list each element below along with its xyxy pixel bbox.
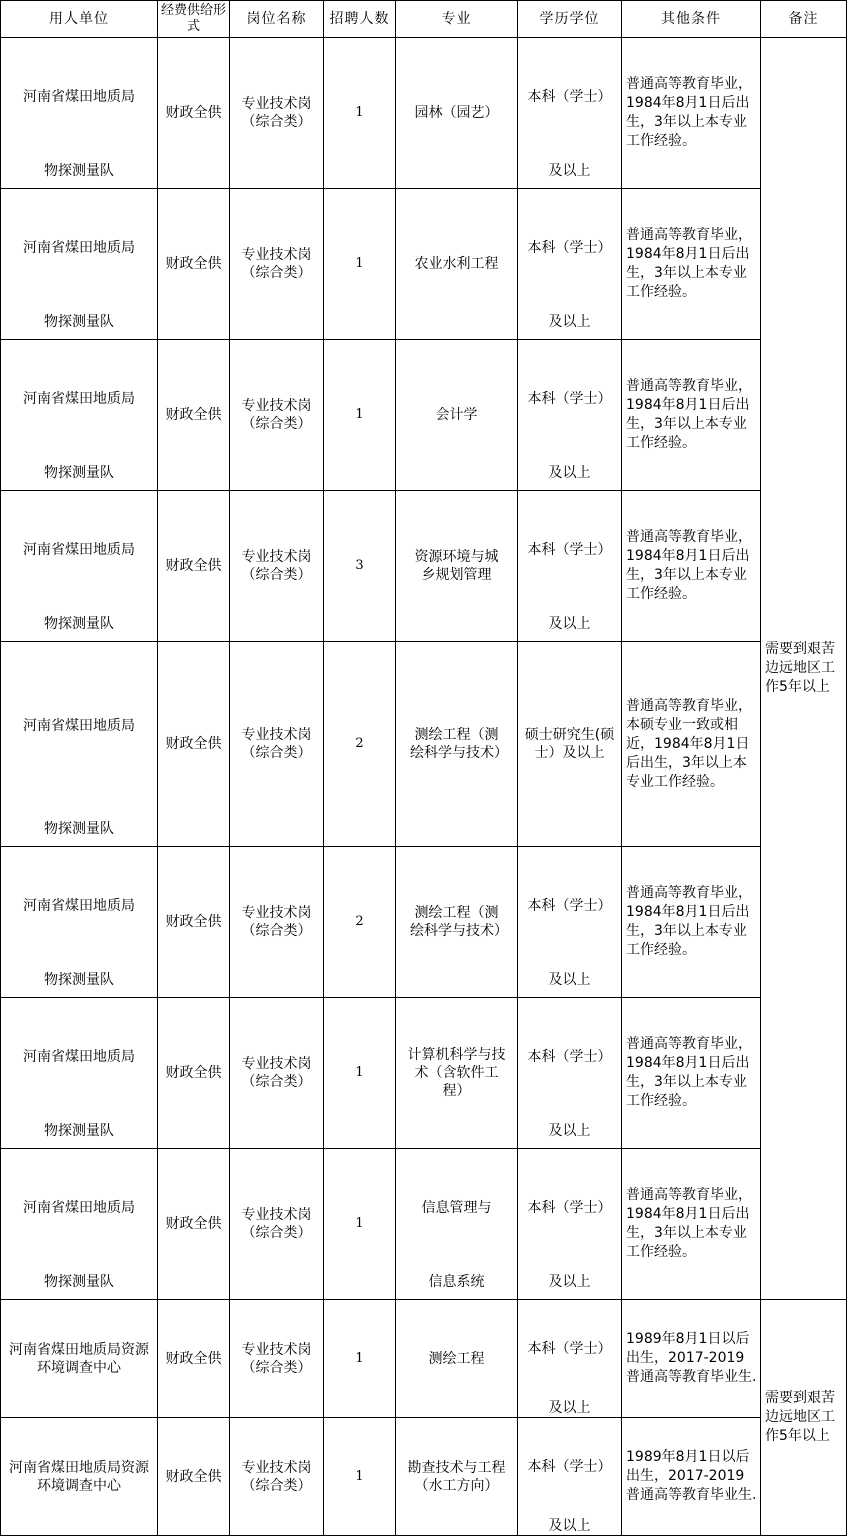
degree-sub: 及以上 xyxy=(548,314,591,330)
position-cell: 专业技术岗（综合类） xyxy=(230,38,324,189)
degree-main: 本科（学士） xyxy=(527,1049,612,1065)
unit-sub: 物探测量队 xyxy=(44,314,114,330)
unit-sub: 物探测量队 xyxy=(44,821,114,837)
major-cell: 会计学 xyxy=(396,340,518,491)
major-cell: 测绘工程 xyxy=(396,1300,518,1418)
unit-sub: 物探测量队 xyxy=(44,616,114,632)
table-row xyxy=(1,998,847,1149)
unit-cell xyxy=(1,491,158,642)
unit-name: 河南省煤田地质局 xyxy=(23,391,135,407)
unit-sub: 物探测量队 xyxy=(44,1274,114,1290)
major-sub: 信息系统 xyxy=(428,1274,485,1290)
table-row xyxy=(1,189,847,340)
header-other: 其他条件 xyxy=(622,1,761,38)
degree-main: 本科（学士） xyxy=(527,1341,612,1357)
other-cell: 普通高等教育毕业，1984年8月1日后出生，3年以上本专业工作经验。 xyxy=(622,491,761,642)
header-row xyxy=(1,1,847,38)
major-cell xyxy=(396,1149,518,1300)
table-row xyxy=(1,38,847,189)
unit-name: 河南省煤田地质局 xyxy=(23,1049,135,1065)
degree-cell xyxy=(518,1418,622,1536)
degree-main: 本科（学士） xyxy=(527,89,612,105)
unit-sub: 物探测量队 xyxy=(44,163,114,179)
degree-cell xyxy=(518,1149,622,1300)
unit-name: 河南省煤田地质局 xyxy=(23,718,135,734)
degree-sub: 及以上 xyxy=(548,465,591,481)
degree-sub: 及以上 xyxy=(548,1123,591,1139)
count-cell: 1 xyxy=(324,1300,396,1418)
degree-cell xyxy=(518,491,622,642)
degree-cell xyxy=(518,189,622,340)
major-cell: 勘查技术与工程（水工方向） xyxy=(396,1418,518,1536)
unit-name: 河南省煤田地质局 xyxy=(23,89,135,105)
count-cell: 3 xyxy=(324,491,396,642)
count-cell: 1 xyxy=(324,998,396,1149)
table-row xyxy=(1,1149,847,1300)
funding-cell: 财政全供 xyxy=(158,1149,230,1300)
other-cell: 普通高等教育毕业，1984年8月1日后出生，3年以上本专业工作经验。 xyxy=(622,38,761,189)
unit-sub: 物探测量队 xyxy=(44,465,114,481)
header-position: 岗位名称 xyxy=(230,1,324,38)
degree-cell xyxy=(518,1300,622,1418)
degree-sub: 及以上 xyxy=(548,1274,591,1290)
header-count: 招聘人数 xyxy=(324,1,396,38)
other-cell: 普通高等教育毕业，1984年8月1日后出生，3年以上本专业工作经验。 xyxy=(622,998,761,1149)
count-cell: 1 xyxy=(324,340,396,491)
funding-cell: 财政全供 xyxy=(158,847,230,998)
table-row xyxy=(1,1418,847,1536)
count-cell: 2 xyxy=(324,847,396,998)
other-cell: 1989年8月1日以后出生，2017-2019普通高等教育毕业生. xyxy=(622,1418,761,1536)
degree-sub: 及以上 xyxy=(548,163,591,179)
other-cell: 普通高等教育毕业，本硕专业一致或相近，1984年8月1日后出生，3年以上本专业工作经验。 xyxy=(622,642,761,847)
unit-name: 河南省煤田地质局 xyxy=(23,1200,135,1216)
degree-main: 本科（学士） xyxy=(527,391,612,407)
position-cell: 专业技术岗（综合类） xyxy=(230,998,324,1149)
degree-sub: 及以上 xyxy=(548,1518,591,1534)
count-cell: 1 xyxy=(324,38,396,189)
note-cell-group2: 需要到艰苦边远地区工作5年以上 xyxy=(761,1300,847,1536)
unit-name: 河南省煤田地质局 xyxy=(23,240,135,256)
header-note: 备注 xyxy=(761,1,847,38)
major-cell: 园林（园艺） xyxy=(396,38,518,189)
header-funding: 经费供给形式 xyxy=(158,1,230,38)
degree-cell xyxy=(518,340,622,491)
count-cell: 1 xyxy=(324,1418,396,1536)
funding-cell: 财政全供 xyxy=(158,998,230,1149)
degree-cell: 硕士研究生(硕士）及以上 xyxy=(518,642,622,847)
degree-main: 本科（学士） xyxy=(527,1459,612,1475)
header-degree: 学历学位 xyxy=(518,1,622,38)
funding-cell: 财政全供 xyxy=(158,1418,230,1536)
count-cell: 1 xyxy=(324,1149,396,1300)
major-cell: 农业水利工程 xyxy=(396,189,518,340)
position-cell: 专业技术岗（综合类） xyxy=(230,642,324,847)
degree-cell xyxy=(518,38,622,189)
unit-cell xyxy=(1,642,158,847)
position-cell: 专业技术岗（综合类） xyxy=(230,189,324,340)
major-cell: 测绘工程（测绘科学与技术） xyxy=(396,847,518,998)
funding-cell: 财政全供 xyxy=(158,340,230,491)
unit-name: 河南省煤田地质局 xyxy=(23,898,135,914)
table-row xyxy=(1,1300,847,1418)
count-cell: 2 xyxy=(324,642,396,847)
unit-sub: 物探测量队 xyxy=(44,972,114,988)
position-cell: 专业技术岗（综合类） xyxy=(230,1418,324,1536)
degree-main: 本科（学士） xyxy=(527,542,612,558)
degree-main: 本科（学士） xyxy=(527,240,612,256)
table-row xyxy=(1,491,847,642)
unit-cell xyxy=(1,38,158,189)
funding-cell: 财政全供 xyxy=(158,38,230,189)
unit-name: 河南省煤田地质局 xyxy=(23,542,135,558)
unit-cell xyxy=(1,998,158,1149)
funding-cell: 财政全供 xyxy=(158,1300,230,1418)
note-cell-group1: 需要到艰苦边远地区工作5年以上 xyxy=(761,38,847,1300)
header-major: 专业 xyxy=(396,1,518,38)
table-row xyxy=(1,847,847,998)
position-cell: 专业技术岗（综合类） xyxy=(230,1300,324,1418)
unit-cell: 河南省煤田地质局资源环境调查中心 xyxy=(1,1418,158,1536)
major-cell: 测绘工程（测绘科学与技术） xyxy=(396,642,518,847)
other-cell: 普通高等教育毕业，1984年8月1日后出生，3年以上本专业工作经验。 xyxy=(622,847,761,998)
funding-cell: 财政全供 xyxy=(158,491,230,642)
position-cell: 专业技术岗（综合类） xyxy=(230,847,324,998)
degree-sub: 及以上 xyxy=(548,1400,591,1416)
position-cell: 专业技术岗（综合类） xyxy=(230,491,324,642)
major-main: 信息管理与 xyxy=(421,1200,492,1216)
other-cell: 普通高等教育毕业，1984年8月1日后出生，3年以上本专业工作经验。 xyxy=(622,189,761,340)
position-cell: 专业技术岗（综合类） xyxy=(230,1149,324,1300)
other-cell: 普通高等教育毕业，1984年8月1日后出生，3年以上本专业工作经验。 xyxy=(622,340,761,491)
table-row xyxy=(1,642,847,847)
unit-cell xyxy=(1,847,158,998)
unit-cell xyxy=(1,340,158,491)
unit-cell: 河南省煤田地质局资源环境调查中心 xyxy=(1,1300,158,1418)
position-cell: 专业技术岗（综合类） xyxy=(230,340,324,491)
count-cell: 1 xyxy=(324,189,396,340)
unit-sub: 物探测量队 xyxy=(44,1123,114,1139)
unit-cell xyxy=(1,189,158,340)
other-cell: 普通高等教育毕业，1984年8月1日后出生，3年以上本专业工作经验。 xyxy=(622,1149,761,1300)
degree-cell xyxy=(518,847,622,998)
funding-cell: 财政全供 xyxy=(158,642,230,847)
unit-cell xyxy=(1,1149,158,1300)
header-unit: 用人单位 xyxy=(1,1,158,38)
degree-sub: 及以上 xyxy=(548,972,591,988)
other-cell: 1989年8月1日以后出生，2017-2019普通高等教育毕业生. xyxy=(622,1300,761,1418)
degree-main: 本科（学士） xyxy=(527,898,612,914)
major-cell: 资源环境与城乡规划管理 xyxy=(396,491,518,642)
degree-cell xyxy=(518,998,622,1149)
major-cell: 计算机科学与技术（含软件工程） xyxy=(396,998,518,1149)
degree-main: 本科（学士） xyxy=(527,1200,612,1216)
table-row xyxy=(1,340,847,491)
funding-cell: 财政全供 xyxy=(158,189,230,340)
degree-sub: 及以上 xyxy=(548,616,591,632)
